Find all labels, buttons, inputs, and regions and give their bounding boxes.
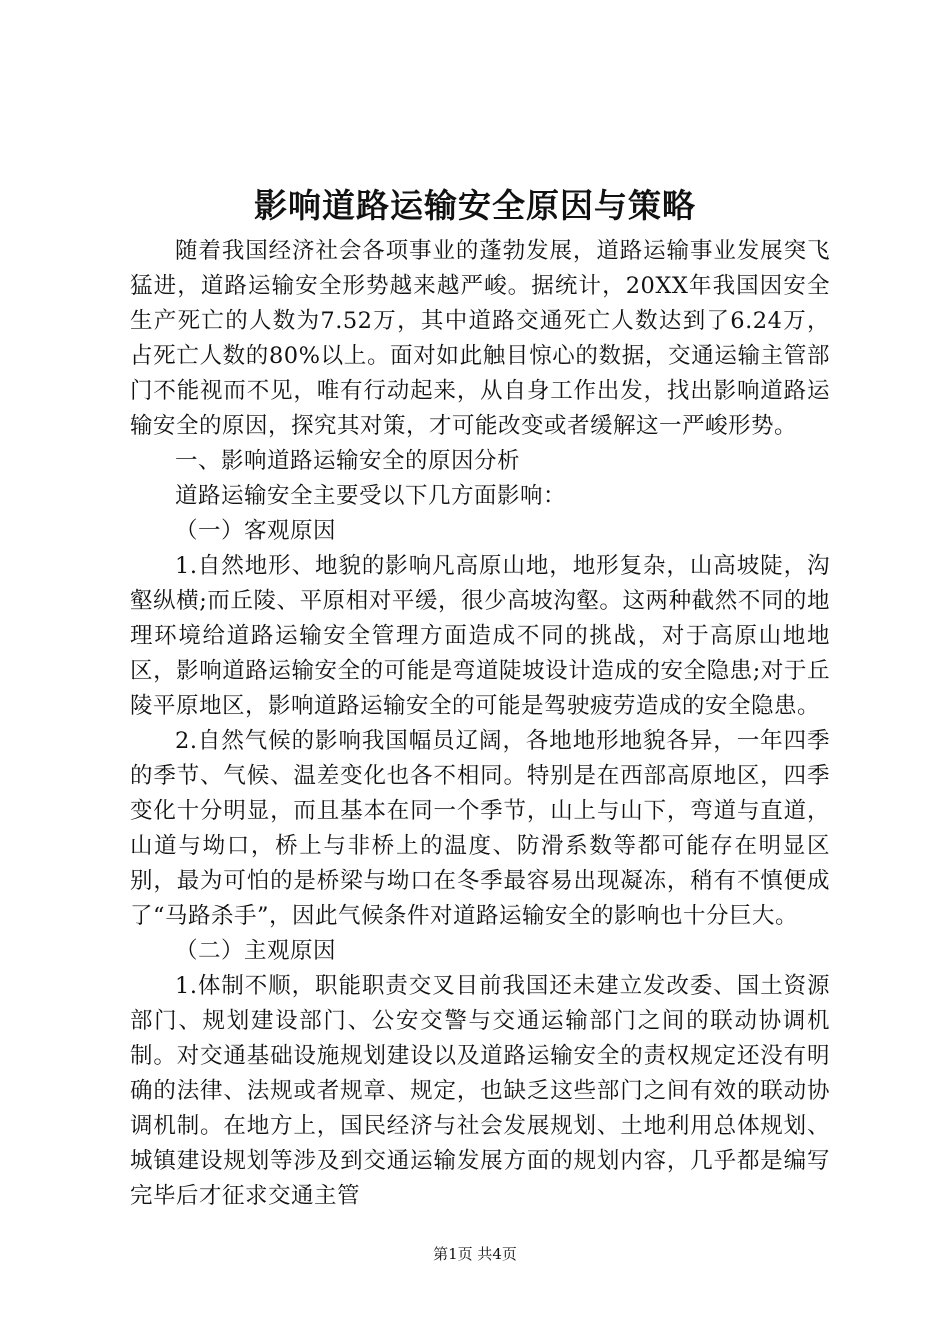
document-body (130, 234, 830, 1214)
paragraph-climate: 2.自然气候的影响我国幅员辽阔，各地地形地貌各异，一年四季的季节、气候、温差变化也各不相同。特别是在西部高原地区，四季变化十分明显，而且基本在同一个季节，山上与山下，弯道与直道，山道与坳口，桥上与非桥上的温度、防滑系数等都可能存在明显区别，最为可怕的是桥梁与坳口在冬季最容易出现凝冻，稍有不慎便成了“马路杀手”，因此气候条件对道路运输安全的影响也十分巨大。 (130, 728, 830, 929)
paragraph-lead: 道路运输安全主要受以下几方面影响： (175, 483, 567, 509)
subsection-heading-subjective: （二）主观原因 (175, 938, 337, 964)
document-title: 影响道路运输安全原因与策略 (254, 186, 696, 225)
section-heading-1: 一、影响道路运输安全的原因分析 (175, 448, 521, 474)
paragraph-intro: 随着我国经济社会各项事业的蓬勃发展，道路运输事业发展突飞猛进，道路运输安全形势越来越严峻。据统计，20XX年我国因安全生产死亡的人数为7.52万，其中道路交通死亡人数达到了6.24万，占死亡人数的80%以上。面对如此触目惊心的数据，交通运输主管部门不能视而不见，唯有行动起来，从自身工作出发，找出影响道路运输安全的原因，探究其对策，才可能改变或者缓解这一严峻形势。 (130, 238, 830, 439)
paragraph-terrain: 1.自然地形、地貌的影响凡高原山地，地形复杂，山高坡陡，沟壑纵横;而丘陵、平原相对平缓，很少高坡沟壑。这两种截然不同的地理环境给道路运输安全管理方面造成不同的挑战，对于高原山地地区，影响道路运输安全的可能是弯道陡坡设计造成的安全隐患;对于丘陵平原地区，影响道路运输安全的可能是驾驶疲劳造成的安全隐患。 (130, 553, 830, 719)
subsection-heading-objective: （一）客观原因 (175, 518, 337, 544)
paragraph-institution: 1.体制不顺，职能职责交叉目前我国还未建立发改委、国土资源部门、规划建设部门、公安交警与交通运输部门之间的联动协调机制。对交通基础设施规划建设以及道路运输安全的责权规定还没有明确的法律、法规或者规章、规定，也缺乏这些部门之间有效的联动协调机制。在地方上，国民经济与社会发展规划、土地利用总体规划、城镇建设规划等涉及到交通运输发展方面的规划内容，几乎都是编写完毕后才征求交通主管 (130, 973, 830, 1209)
page-footer: 第1页 共4页 (433, 1245, 517, 1263)
